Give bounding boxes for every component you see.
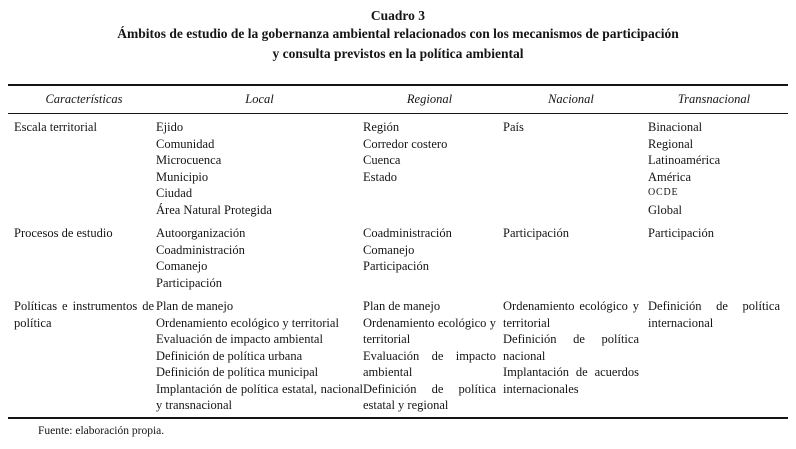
table-title	[8, 24, 788, 64]
cell-item: Corredor costero	[363, 136, 448, 151]
cell-item: Definición de política urbana	[156, 348, 303, 363]
cell-item: Municipio	[156, 169, 209, 184]
cell-item: Microcuenca	[156, 153, 222, 167]
column-header-regional: Regional	[406, 92, 453, 106]
cell-item: Definición de política internacional	[648, 299, 780, 330]
cell-item: Definición de política municipal	[156, 365, 319, 379]
table-cell-transnacional	[648, 119, 780, 218]
column-header-transnacional: Transnacional	[677, 92, 751, 106]
cell-item: Latinoamérica	[648, 153, 721, 167]
table-cell-nacional	[503, 119, 639, 136]
table-cell-local	[156, 119, 363, 218]
column-header-local: Local	[245, 92, 274, 106]
table-number-title: Cuadro 3	[370, 8, 426, 23]
cell-item: Participación	[503, 226, 569, 240]
cell-item: Coadministración	[363, 226, 452, 240]
table-cell-regional	[363, 119, 496, 185]
bottom-rule	[8, 417, 788, 419]
table-row	[8, 225, 788, 291]
cell-item: Comanejo	[156, 259, 208, 273]
cell-item: Participación	[648, 226, 714, 240]
source-note: Fuente: elaboración propia.	[38, 424, 165, 437]
table-cell-regional	[363, 298, 496, 414]
row-label: Procesos de estudio	[14, 226, 113, 240]
cell-item: Área Natural Protegida	[156, 202, 272, 217]
cell-item: Global	[648, 202, 683, 217]
table-cell-transnacional	[648, 225, 780, 242]
cell-item: Plan de manejo	[156, 299, 234, 313]
cell-item: Ciudad	[156, 186, 193, 200]
cell-item: Cuenca	[363, 153, 401, 167]
cell-item: Autoorganización	[156, 226, 246, 240]
cell-item: Plan de manejo	[363, 299, 441, 313]
table-cell-nacional	[503, 298, 639, 397]
cell-item: Región	[363, 120, 400, 134]
table-cell-local	[156, 225, 363, 291]
cell-item: Definición de política nacional	[503, 332, 639, 363]
cell-item: Ordenamiento ecológico y territorial	[363, 315, 496, 346]
row-label: Políticas e instrumentos de política	[14, 299, 154, 330]
table-cell-transnacional	[648, 298, 780, 331]
table-body	[8, 119, 788, 414]
table-row	[8, 119, 788, 218]
cell-item: Comunidad	[156, 136, 215, 151]
cell-item: Ejido	[156, 120, 184, 134]
cell-item: Implantación de política estatal, nacional y transnacional	[156, 381, 363, 412]
cell-item: Ordenamiento ecológico y territorial	[156, 315, 339, 330]
cell-item: Estado	[363, 169, 398, 184]
cell-item: América	[648, 169, 692, 184]
cell-item: Binacional	[648, 120, 703, 134]
table-row	[8, 298, 788, 414]
row-label: Escala territorial	[14, 120, 97, 134]
cell-item: Regional	[648, 136, 694, 151]
table-title-line-2: y consulta previstos en la política ambiental	[272, 46, 524, 61]
column-header-caracteristicas: Características	[45, 92, 123, 106]
cell-item: Implantación de acuerdos internacionales	[503, 365, 639, 396]
table-cell-nacional	[503, 225, 639, 242]
cell-item: Comanejo	[363, 242, 415, 257]
cell-item: Evaluación de impacto ambiental	[363, 348, 496, 379]
table-header-row	[8, 86, 788, 113]
cell-item: Definición de política estatal y regional	[363, 381, 496, 412]
cell-item: Evaluación de impacto ambiental	[156, 332, 323, 346]
table-title-line-1: Ámbitos de estudio de la gobernanza ambiental relacionados con los mecanismos de participación	[117, 26, 679, 41]
column-header-nacional: Nacional	[548, 92, 594, 106]
cell-item: OCDE	[648, 187, 679, 198]
cell-item: País	[503, 120, 524, 134]
table-cell-regional	[363, 225, 496, 275]
cell-item: Coadministración	[156, 242, 245, 257]
table-cell-local	[156, 298, 363, 414]
cell-item: Ordenamiento ecológico y territorial	[503, 299, 639, 330]
header-rule	[8, 113, 788, 114]
cell-item: Participación	[156, 275, 222, 290]
cell-item: Participación	[363, 259, 429, 273]
